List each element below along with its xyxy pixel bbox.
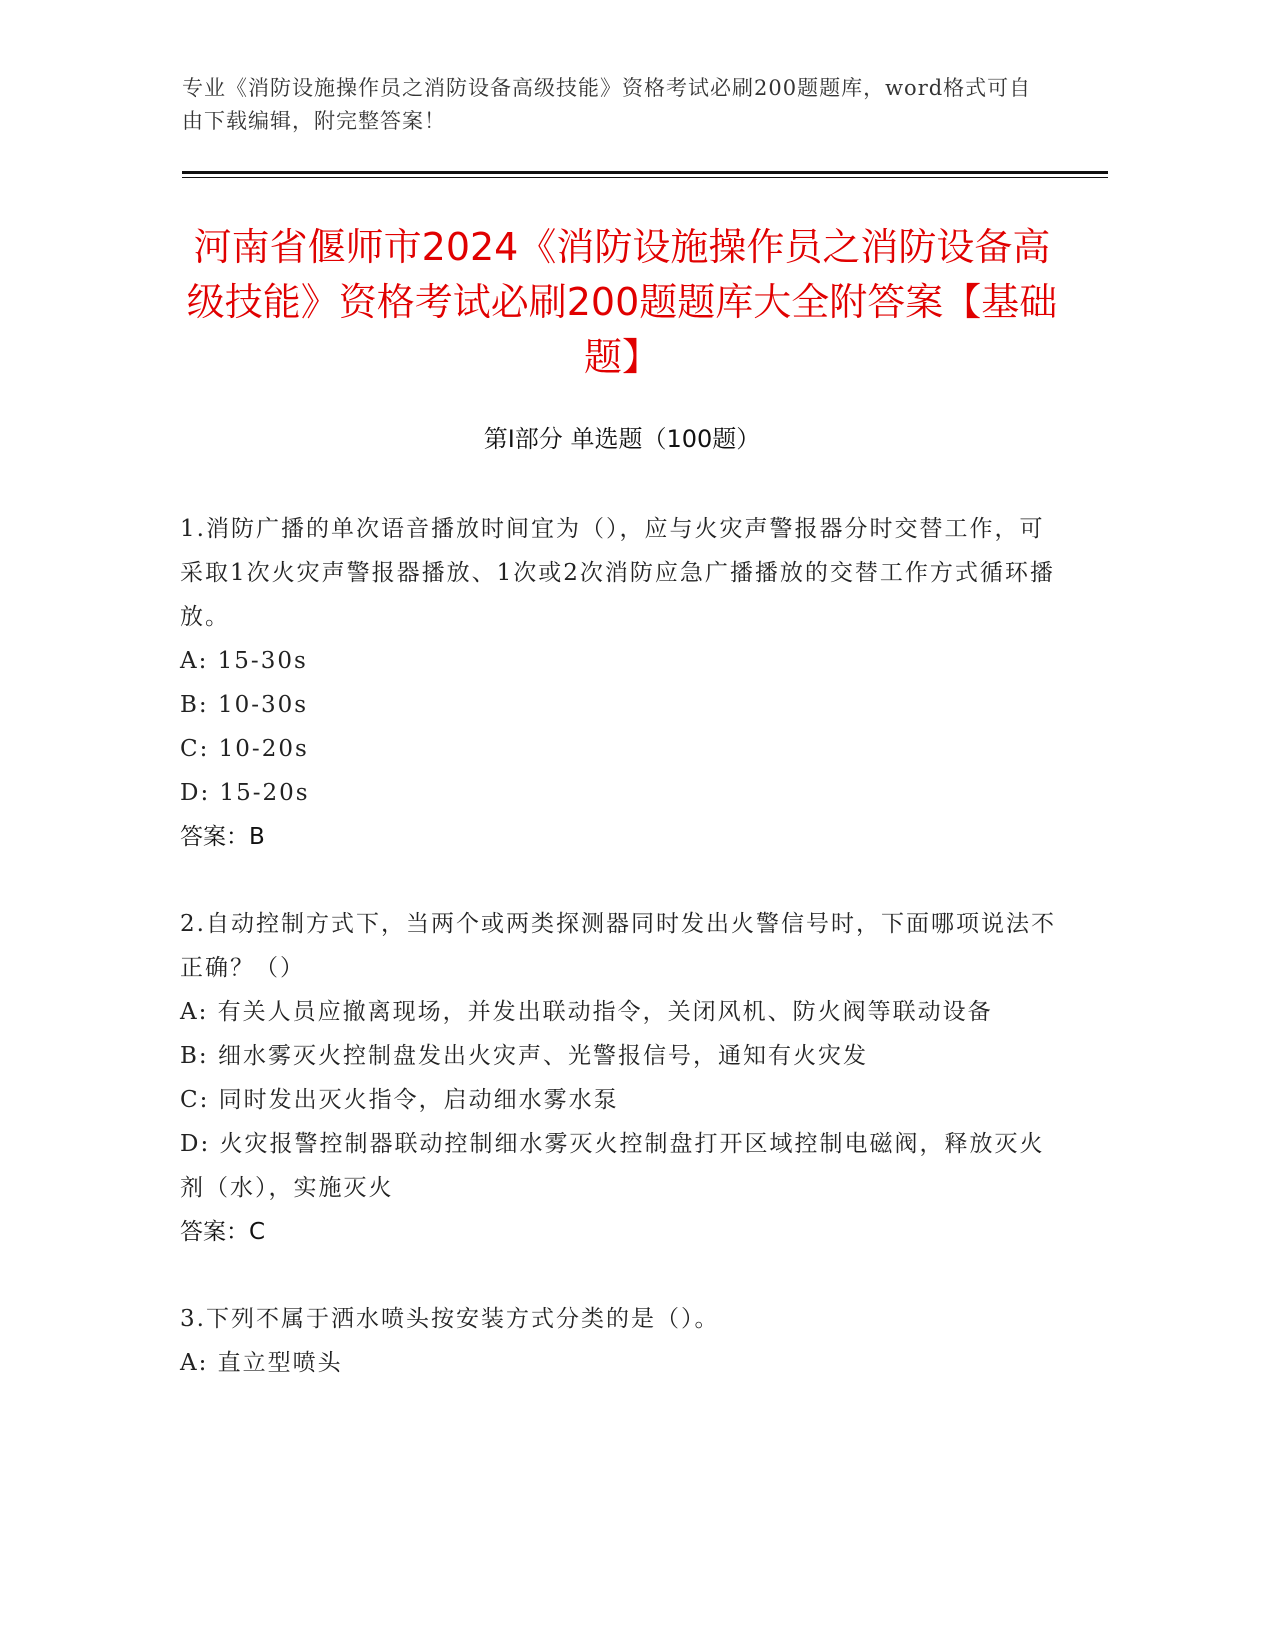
option-b: B: 10-30s	[180, 692, 309, 718]
question-2	[180, 902, 1060, 1254]
answer-line: 答案：C	[180, 1219, 266, 1245]
option-c: C: 10-20s	[180, 736, 309, 762]
question-1	[180, 507, 1060, 859]
question-stem: 2.自动控制方式下，当两个或两类探测器同时发出火警信号时，下面哪项说法不正确？（）	[180, 911, 1056, 981]
question-stem: 1.消防广播的单次语音播放时间宜为（），应与火灾声警报器分时交替工作，可采取1次火灾声警报器播放、1次或2次消防应急广播播放的交替工作方式循环播放。	[180, 516, 1055, 630]
option-a: A: 有关人员应撤离现场，并发出联动指令，关闭风机、防火阀等联动设备	[180, 999, 993, 1025]
header-rule-thick	[182, 171, 1108, 174]
answer-line: 答案：B	[180, 824, 265, 850]
question-3	[180, 1297, 1060, 1385]
option-b: B: 细水雾灭火控制盘发出火灾声、光警报信号，通知有火灾发	[180, 1043, 868, 1069]
question-list	[180, 507, 1060, 1428]
header-note: 专业《消防设施操作员之消防设备高级技能》资格考试必刷200题题库，word格式可自由下载编辑，附完整答案！	[182, 76, 1032, 133]
option-a: A: 直立型喷头	[180, 1350, 343, 1376]
option-d: D: 火灾报警控制器联动控制细水雾灭火控制盘打开区域控制电磁阀，释放灭火剂（水），实施灭火	[180, 1131, 1045, 1201]
question-stem: 3.下列不属于洒水喷头按安装方式分类的是（）。	[180, 1306, 720, 1332]
header-rule-thin	[182, 177, 1108, 178]
option-a: A: 15-30s	[180, 648, 308, 674]
document-title: 河南省偃师市2024《消防设施操作员之消防设备高级技能》资格考试必刷200题题库大全附答案【基础题】	[186, 225, 1058, 379]
option-d: D: 15-20s	[180, 780, 310, 806]
section-heading: 第Ⅰ部分 单选题（100题）	[483, 425, 761, 453]
option-c: C: 同时发出灭火指令，启动细水雾水泵	[180, 1087, 619, 1113]
